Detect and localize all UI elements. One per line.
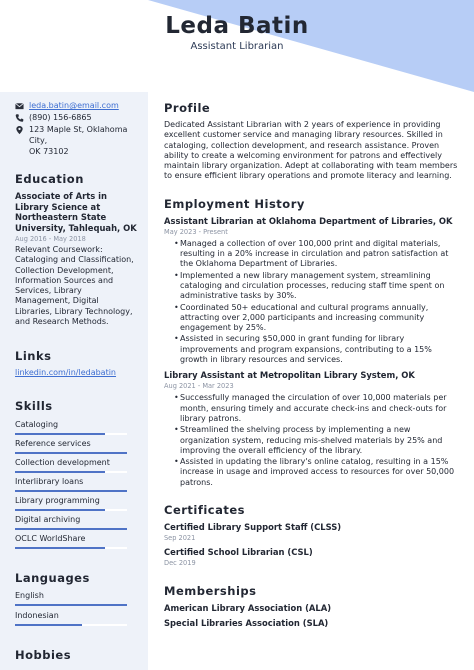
- skill-item: [15, 439, 138, 454]
- language-bar: [15, 624, 127, 626]
- job-bullet: • Assisted in securing $50,000 in grant funding for library improvements and program expansions, contributing to a 15% growth in library resources and services.: [174, 334, 460, 365]
- skill-bar-fill: [15, 528, 127, 530]
- skill-item: [15, 515, 138, 530]
- skill-item: [15, 458, 138, 473]
- hobbies-heading: Hobbies: [15, 647, 72, 662]
- certificate-date: Dec 2019: [164, 559, 196, 568]
- language-item: [15, 591, 138, 606]
- skill-name: Library programming: [15, 495, 100, 505]
- envelope-icon: [15, 101, 24, 111]
- skill-bar-fill: [15, 471, 105, 473]
- job-entry: [164, 216, 460, 366]
- address-text: 123 Maple St, Oklahoma City, OK 73102: [29, 125, 128, 156]
- skill-item: [15, 420, 138, 435]
- job-title: Assistant Librarian at Oklahoma Department of Libraries, OK: [164, 215, 453, 226]
- skill-name: OCLC WorldShare: [15, 533, 86, 543]
- languages-heading: Languages: [15, 570, 90, 585]
- membership-item: Special Libraries Association (SLA): [164, 618, 329, 629]
- certificates-heading: Certificates: [164, 503, 246, 518]
- skill-bar: [15, 452, 127, 454]
- skill-name: Digital archiving: [15, 514, 81, 524]
- skill-item: [15, 534, 138, 549]
- skill-bar-fill: [15, 452, 127, 454]
- skill-item: [15, 496, 138, 511]
- contact-address: [15, 124, 138, 157]
- job-bullet: • Managed a collection of over 100,000 print and digital materials, resulting in a 20% increase in circulation and patron satisfaction at the Oklahoma Department of Libraries.: [174, 239, 460, 270]
- skill-bar-fill: [15, 547, 105, 549]
- language-name: English: [15, 590, 44, 600]
- resume-header: [0, 0, 474, 92]
- job-entry: [164, 370, 460, 488]
- language-bar-fill: [15, 624, 82, 626]
- job-bullet: • Assisted in updating the library's online catalog, resulting in a 15% increase in usage and improved access to resources for over 50,000 patrons.: [174, 457, 460, 488]
- job-bullets: [164, 239, 460, 366]
- candidate-role: Assistant Librarian: [190, 41, 284, 52]
- job-bullet: • Implemented a new library management system, streamlining cataloging and circulation processes, reducing staff time spent on administrative tasks by 30%.: [174, 271, 460, 302]
- education-date: Aug 2016 - May 2018: [15, 235, 86, 243]
- skills-list: [15, 420, 138, 549]
- job-bullet: • Streamlined the shelving process by implementing a new organization system, reducing mis-shelved materials by 25% and improving the overall efficiency of the library.: [174, 425, 460, 456]
- main-content: [164, 92, 460, 633]
- education-heading: Education: [15, 172, 84, 186]
- language-bar-fill: [15, 604, 127, 606]
- skill-name: Collection development: [15, 457, 110, 467]
- profile-text: Dedicated Assistant Librarian with 2 years of experience in providing excellent customer service and managing library resources. Skilled in cataloging, collection development, and research assistance. Proven ability to create a welcoming environment for patrons and effectively maintain library organization. Adept at collaborating with team members to ensure efficient library operations and promote literacy and learning.: [164, 120, 458, 181]
- certificate-name: Certified Library Support Staff (CLSS): [164, 522, 342, 533]
- certificate-item: [164, 522, 460, 542]
- skill-name: Interlibrary loans: [15, 476, 84, 486]
- job-date: May 2023 - Present: [164, 227, 228, 236]
- education-degree: Associate of Arts in Library Science at Northeastern State University, Tahlequah, OK: [15, 191, 137, 233]
- candidate-name: Leda Batin: [165, 13, 309, 39]
- employment-heading: Employment History: [164, 196, 305, 211]
- sidebar: [0, 92, 148, 670]
- language-item: [15, 611, 138, 626]
- certificate-name: Certified School Librarian (CSL): [164, 547, 313, 558]
- job-date: Aug 2021 - Mar 2023: [164, 382, 234, 391]
- job-bullet: • Successfully managed the circulation of over 10,000 materials per month, ensuring timely and accurate check-ins and check-outs for library patrons.: [174, 393, 460, 424]
- language-bar: [15, 604, 127, 606]
- skill-name: Cataloging: [15, 419, 59, 429]
- linkedin-link[interactable]: linkedin.com/in/ledabatin: [15, 368, 117, 378]
- certificate-date: Sep 2021: [164, 534, 196, 543]
- skill-bar-fill: [15, 433, 105, 435]
- membership-item: American Library Association (ALA): [164, 603, 332, 614]
- skill-bar: [15, 509, 127, 511]
- map-pin-icon: [15, 125, 24, 135]
- skill-bar-fill: [15, 509, 105, 511]
- language-name: Indonesian: [15, 610, 59, 620]
- languages-list: [15, 591, 138, 626]
- skill-bar: [15, 433, 127, 435]
- phone-icon: [15, 113, 24, 123]
- phone-number: (890) 156-6865: [29, 113, 92, 122]
- email-link[interactable]: leda.batin@email.com: [29, 101, 119, 110]
- skill-bar: [15, 547, 127, 549]
- profile-heading: Profile: [164, 101, 211, 115]
- links-list: [15, 368, 138, 378]
- contact-email: [15, 100, 138, 111]
- job-title: Library Assistant at Metropolitan Library System, OK: [164, 370, 415, 381]
- skill-name: Reference services: [15, 438, 91, 448]
- job-bullet: • Coordinated 50+ educational and cultural programs annually, attracting over 2,000 participants and increasing community engagement by 25%.: [174, 303, 460, 334]
- contact-phone: [15, 112, 138, 123]
- education-coursework: Relevant Coursework: Cataloging and Classification, Collection Development, Information Sources and Services, Library Management, Digital Libraries, Library Technology, and Research Methods.: [15, 245, 134, 327]
- skill-bar: [15, 490, 127, 492]
- memberships-heading: Memberships: [164, 584, 257, 599]
- skill-bar: [15, 471, 127, 473]
- job-bullets: [164, 393, 460, 488]
- certificate-item: [164, 547, 460, 567]
- skill-bar: [15, 528, 127, 530]
- links-heading: Links: [15, 349, 52, 364]
- skills-heading: Skills: [15, 398, 53, 413]
- skill-item: [15, 477, 138, 492]
- skill-bar-fill: [15, 490, 127, 492]
